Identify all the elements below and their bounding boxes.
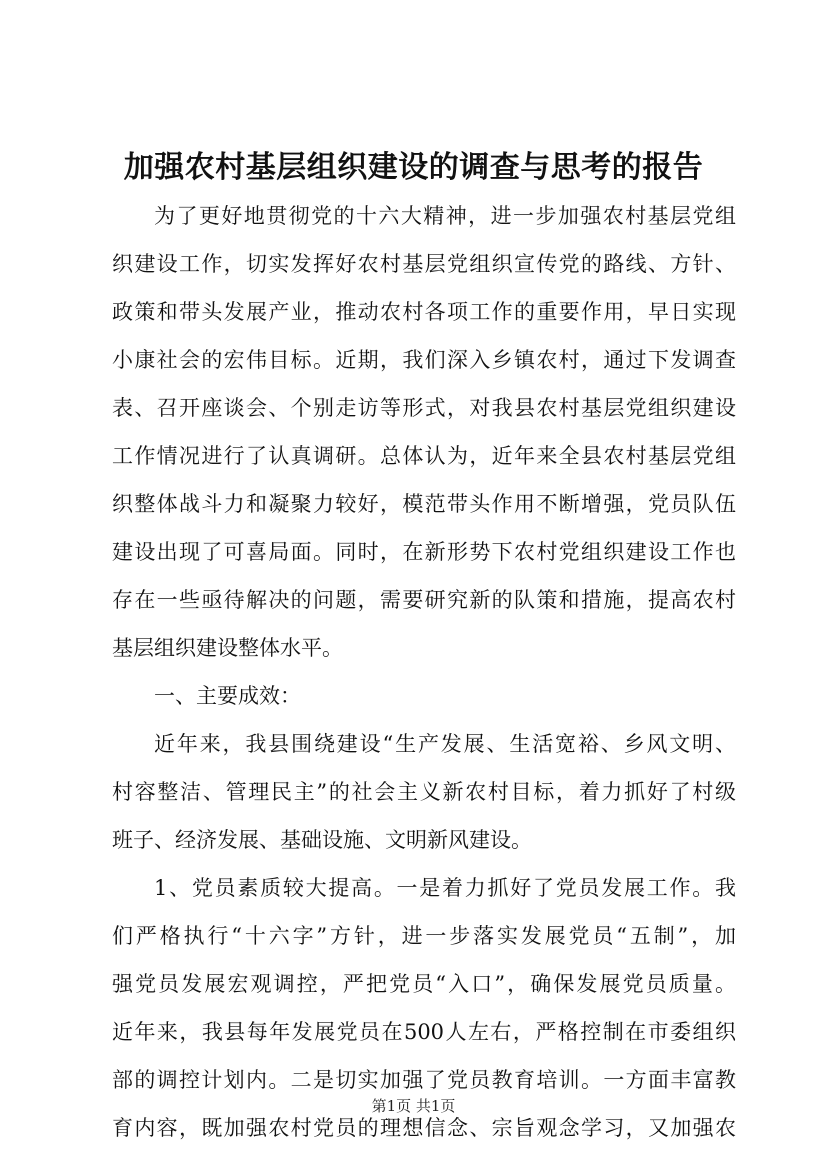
paragraph-line: 班子、经济发展、基础设施、文明新风建设。 [112,828,532,852]
paragraph-line: 部的调控计划内。二是切实加强了党员教育培训。一方面丰富教 [112,1068,736,1092]
paragraph-line: 工作情况进行了认真调研。总体认为，近年来全县农村基层党组 [112,444,736,468]
paragraph-line: 一、主要成效： [154,684,301,708]
paragraph-line: 小康社会的宏伟目标。近期，我们深入乡镇农村，通过下发调查 [112,348,736,372]
paragraph-line: 村容整洁、管理民主”的社会主义新农村目标，着力抓好了村级 [112,780,736,804]
paragraph-line: 为了更好地贯彻党的十六大精神，进一步加强农村基层党组 [154,204,736,228]
paragraph-line: 强党员发展宏观调控，严把党员“入口”，确保发展党员质量。 [112,972,736,996]
paragraph-line: 近年来，我县围绕建设“生产发展、生活宽裕、乡风文明、 [154,732,736,756]
page-footer: 第1页 共1页 [371,1097,456,1115]
document-body [112,192,736,1152]
paragraph-line: 近年来，我县每年发展党员在500人左右，严格控制在市委组织 [112,1020,736,1044]
document-title: 加强农村基层组织建设的调查与思考的报告 [123,150,704,185]
paragraph-line: 基层组织建设整体水平。 [112,636,343,660]
paragraph-line: 政策和带头发展产业，推动农村各项工作的重要作用，早日实现 [112,300,736,324]
paragraph-line: 存在一些亟待解决的问题，需要研究新的队策和措施，提高农村 [112,588,736,612]
paragraph-line: 育内容，既加强农村党员的理想信念、宗旨观念学习，又加强农 [112,1116,736,1140]
paragraph-line: 织建设工作，切实发挥好农村基层党组织宣传党的路线、方针、 [112,252,736,276]
paragraph-line: 织整体战斗力和凝聚力较好，模范带头作用不断增强，党员队伍 [112,492,736,516]
paragraph-line: 们严格执行“十六字”方针，进一步落实发展党员“五制”，加 [112,924,736,948]
paragraph-line: 建设出现了可喜局面。同时，在新形势下农村党组织建设工作也 [112,540,736,564]
paragraph-line: 1、党员素质较大提高。一是着力抓好了党员发展工作。我 [154,876,736,900]
paragraph-line: 表、召开座谈会、个别走访等形式，对我县农村基层党组织建设 [112,396,736,420]
